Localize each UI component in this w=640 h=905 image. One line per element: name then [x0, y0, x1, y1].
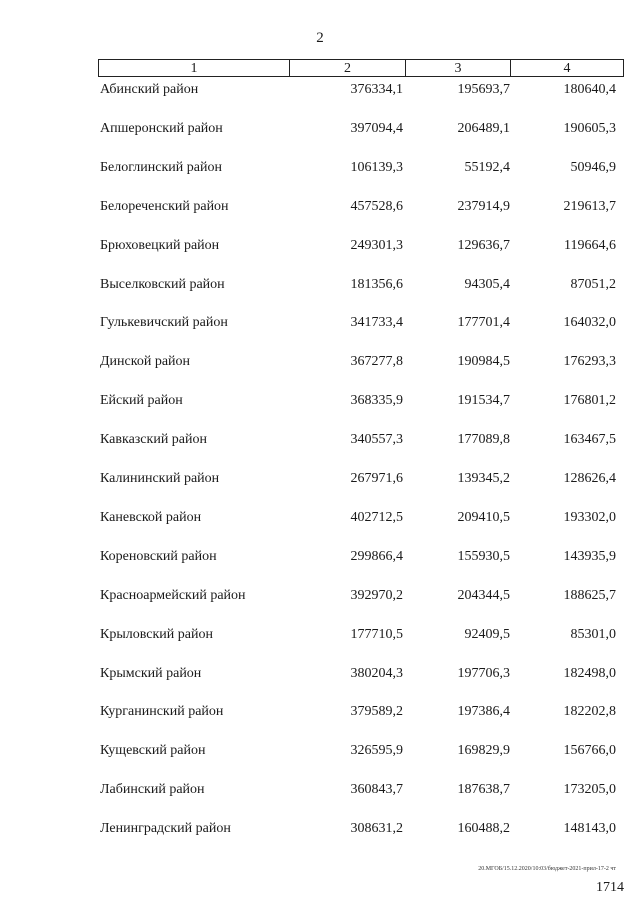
value-col-3: 139345,2	[457, 471, 510, 486]
district-name: Лабинский район	[100, 782, 205, 797]
header-col-3: 3	[406, 60, 511, 76]
value-col-2: 380204,3	[350, 666, 403, 681]
value-col-2: 367277,8	[350, 354, 403, 369]
table-row	[0, 119, 640, 139]
value-col-4: 182498,0	[563, 666, 616, 681]
table-row	[0, 741, 640, 761]
value-col-2: 181356,6	[350, 277, 403, 292]
table-row	[0, 547, 640, 567]
value-col-3: 209410,5	[457, 510, 510, 525]
value-col-4: 176293,3	[563, 354, 616, 369]
table-row	[0, 430, 640, 450]
table-row	[0, 702, 640, 722]
district-name: Кореновский район	[100, 549, 217, 564]
value-col-3: 177089,8	[457, 432, 510, 447]
value-col-2: 177710,5	[350, 627, 403, 642]
district-name: Брюховецкий район	[100, 238, 220, 253]
value-col-3: 177701,4	[457, 315, 510, 330]
value-col-4: 182202,8	[563, 704, 616, 719]
value-col-3: 169829,9	[457, 743, 510, 758]
value-col-4: 85301,0	[570, 627, 616, 642]
value-col-3: 195693,7	[457, 82, 510, 97]
district-name: Белореченский район	[100, 199, 229, 214]
value-col-2: 326595,9	[350, 743, 403, 758]
value-col-3: 129636,7	[457, 238, 510, 253]
table-row	[0, 158, 640, 178]
value-col-3: 187638,7	[457, 782, 510, 797]
value-col-3: 237914,9	[457, 199, 510, 214]
table-row	[0, 391, 640, 411]
value-col-4: 143935,9	[563, 549, 616, 564]
value-col-2: 457528,6	[350, 199, 403, 214]
table-row	[0, 780, 640, 800]
value-col-4: 163467,5	[563, 432, 616, 447]
table-row	[0, 819, 640, 839]
header-col-2: 2	[290, 60, 406, 76]
value-col-4: 87051,2	[570, 277, 616, 292]
district-name: Курганинский район	[100, 704, 224, 719]
value-col-4: 180640,4	[563, 82, 616, 97]
header-col-4: 4	[563, 61, 571, 76]
district-name: Крымский район	[100, 666, 202, 681]
value-col-2: 267971,6	[350, 471, 403, 486]
value-col-2: 397094,4	[350, 121, 403, 136]
value-col-2: 392970,2	[350, 588, 403, 603]
value-col-4: 173205,0	[563, 782, 616, 797]
district-name: Ленинградский район	[100, 821, 231, 836]
district-name: Динской район	[100, 354, 191, 369]
district-name: Кавказский район	[100, 432, 208, 447]
table-row	[0, 275, 640, 295]
value-col-3: 190984,5	[457, 354, 510, 369]
table-row	[0, 80, 640, 100]
value-col-3: 55192,4	[464, 160, 510, 175]
value-col-2: 341733,4	[350, 315, 403, 330]
district-name: Выселковский район	[100, 277, 225, 292]
district-name: Абинский район	[100, 82, 199, 97]
value-col-3: 206489,1	[457, 121, 510, 136]
value-col-2: 106139,3	[350, 160, 403, 175]
table-row	[0, 508, 640, 528]
table-row	[0, 236, 640, 256]
value-col-3: 197706,3	[457, 666, 510, 681]
value-col-2: 299866,4	[350, 549, 403, 564]
value-col-2: 308631,2	[350, 821, 403, 836]
value-col-3: 155930,5	[457, 549, 510, 564]
district-name: Каневской район	[100, 510, 202, 525]
value-col-2: 376334,1	[350, 82, 403, 97]
table-header	[98, 59, 624, 77]
value-col-4: 176801,2	[563, 393, 616, 408]
value-col-3: 191534,7	[457, 393, 510, 408]
district-name: Гулькевичский район	[100, 315, 228, 330]
district-name: Белоглинский район	[100, 160, 222, 175]
value-col-3: 197386,4	[457, 704, 510, 719]
value-col-4: 119664,6	[564, 238, 616, 253]
value-col-2: 368335,9	[350, 393, 403, 408]
value-col-4: 219613,7	[563, 199, 616, 214]
table-row	[0, 664, 640, 684]
value-col-4: 156766,0	[563, 743, 616, 758]
table-row	[0, 625, 640, 645]
sheet-number: 1714	[596, 880, 624, 895]
page-number: 2	[316, 30, 324, 46]
value-col-3: 94305,4	[464, 277, 510, 292]
district-name: Кущевский район	[100, 743, 206, 758]
district-name: Крыловский район	[100, 627, 213, 642]
value-col-3: 204344,5	[457, 588, 510, 603]
value-col-2: 379589,2	[350, 704, 403, 719]
value-col-3: 92409,5	[464, 627, 510, 642]
table-row	[0, 586, 640, 606]
value-col-2: 249301,3	[350, 238, 403, 253]
district-name: Красноармейский район	[100, 588, 246, 603]
value-col-2: 402712,5	[350, 510, 403, 525]
value-col-4: 50946,9	[570, 160, 616, 175]
value-col-4: 128626,4	[563, 471, 616, 486]
table-row	[0, 313, 640, 333]
value-col-4: 193302,0	[563, 510, 616, 525]
table-row	[0, 352, 640, 372]
header-col-1: 1	[99, 60, 290, 76]
value-col-2: 340557,3	[350, 432, 403, 447]
district-name: Калининский район	[100, 471, 220, 486]
footer-document-code: 20.МГОБ/15.12.2020/10:03/бюджет-2021-прил-17-2 чт	[478, 866, 616, 872]
value-col-4: 148143,0	[563, 821, 616, 836]
district-name: Ейский район	[100, 393, 183, 408]
table-row	[0, 469, 640, 489]
value-col-4: 190605,3	[563, 121, 616, 136]
value-col-2: 360843,7	[350, 782, 403, 797]
value-col-4: 164032,0	[563, 315, 616, 330]
value-col-4: 188625,7	[563, 588, 616, 603]
value-col-3: 160488,2	[457, 821, 510, 836]
table-row	[0, 197, 640, 217]
district-name: Апшеронский район	[100, 121, 223, 136]
